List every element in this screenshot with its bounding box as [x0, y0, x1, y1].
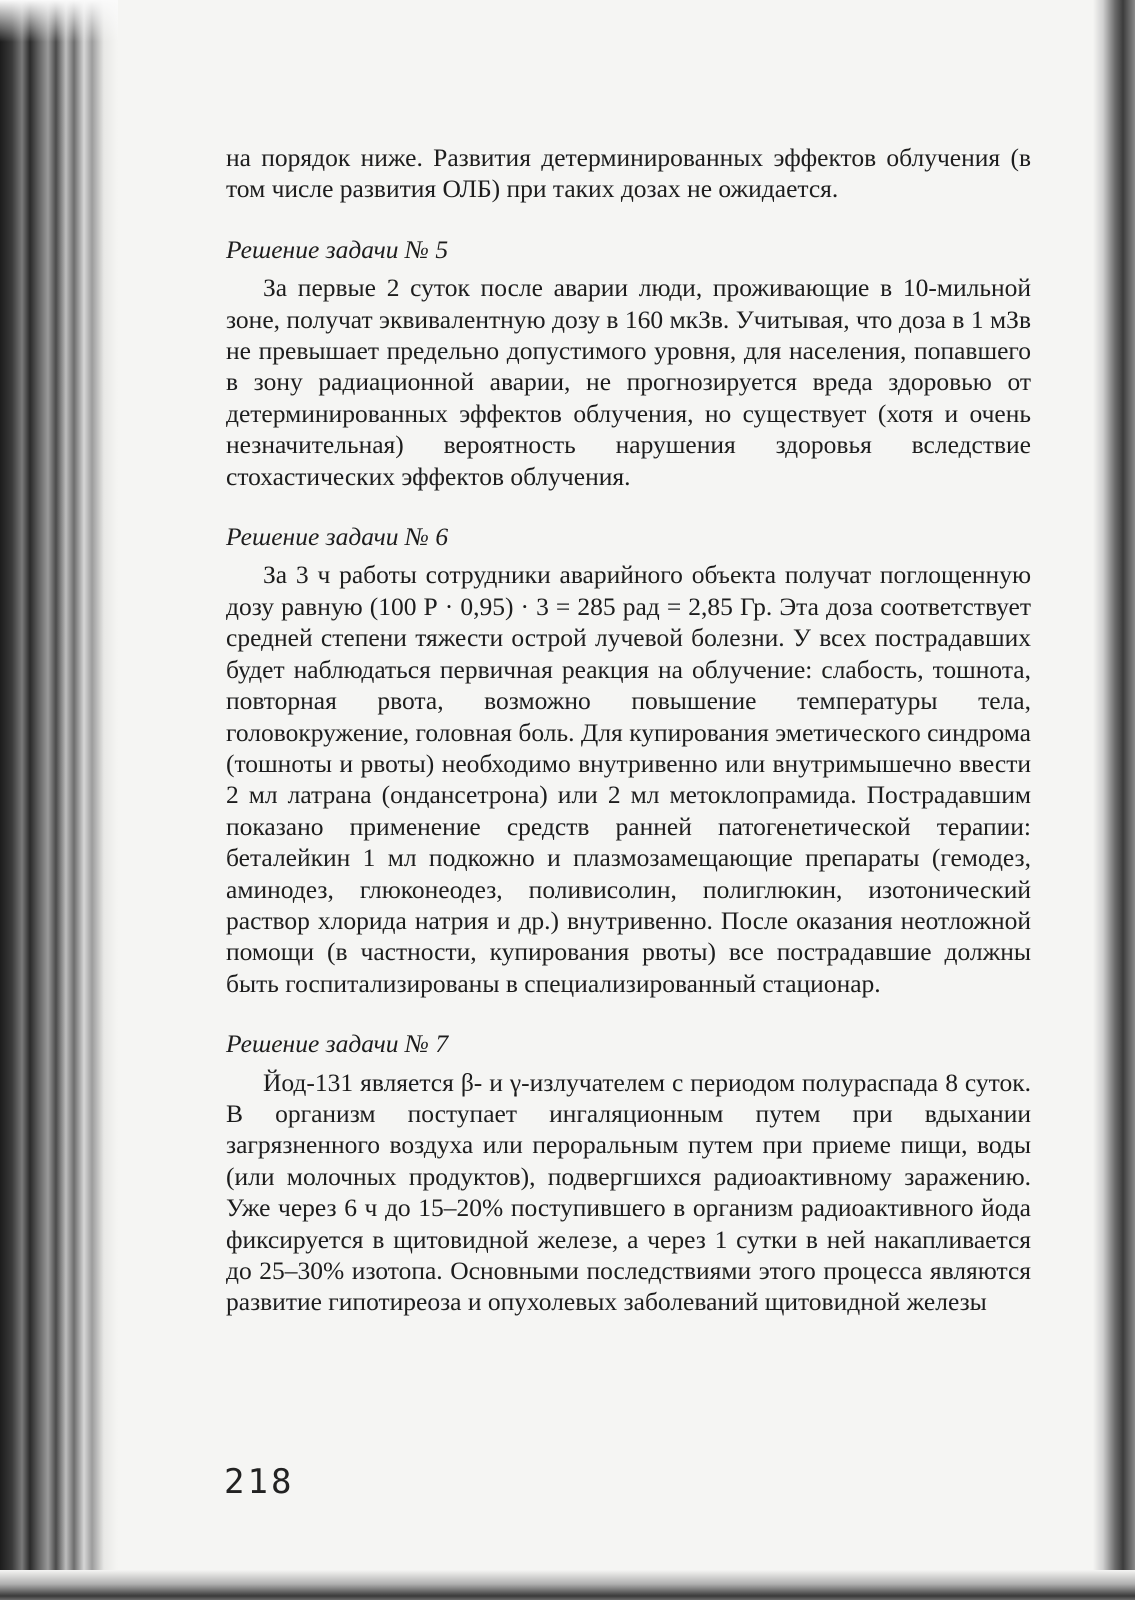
- section-text-5: За первые 2 суток после аварии люди, проживающие в 10-мильной зоне, получат эквивалентную дозу в 160 мкЗв. Учитывая, что доза в 1 мЗв не превышает предельно допустимого уровня, для населения, попавшего в зону радиационной аварии, не прогнозируется вреда здоровью от детерминированных эффектов облучения, но существует (хотя и очень незначительная) вероятность нарушения здоровья вследствие стохастических эффектов облучения.: [226, 273, 1031, 491]
- page-right-edge: [1093, 0, 1135, 1600]
- page-bottom-edge: [0, 1570, 1135, 1600]
- section-text-7: Йод-131 является β- и γ-излучателем с периодом полураспада 8 суток. В организм поступает ингаляционным путем при вдыхании загрязненного воздуха или пероральным путем при приеме пищи, воды (или молочных продуктов), подвергшихся радиоактивному заражению. Уже через 6 ч до 15–20% поступившего в организм радиоактивного йода фиксируется в щитовидной железе, а через 1 сутки в ней накапливается до 25–30% изотопа. Основными последствиями этого процесса являются развитие гипотиреоза и опухолевых заболеваний щитовидной железы: [226, 1067, 1031, 1317]
- intro-paragraph: на порядок ниже. Развития детерминированных эффектов облучения (в том числе развития ОЛБ) при таких дозах не ожидается.: [226, 143, 1031, 204]
- section-heading-5: Решение задачи № 5: [226, 234, 449, 264]
- binding-highlight: [0, 0, 118, 42]
- book-binding-shadow: [0, 0, 118, 1600]
- section-text-6: За 3 ч работы сотрудники аварийного объекта получат поглощенную дозу равную (100 Р · 0,95) · 3 = 285 рад = 2,85 Гр. Эта доза соответствует средней степени тяжести острой лучевой болезни. У всех пострадавших будет наблюдаться первичная реакция на облучение: слабость, тошнота, повторная рвота, возможно повышение температуры тела, головокружение, головная боль. Для купирования эметического синдрома (тошноты и рвоты) необходимо внутривенно или внутримышечно ввести 2 мл латрана (ондансетрона) или 2 мл метоклопрамида. Пострадавшим показано применение средств ранней патогенетической терапии: беталейкин 1 мл подкожно и плазмозамещающие препараты (гемодез, аминодез, глюконеодез, поливисолин, полиглюкин, изотонический раствор хлорида натрия и др.) внутривенно. После оказания неотложной помощи (в частности, купирования рвоты) все пострадавшие должны быть госпитализированы в специализированный стационар.: [226, 560, 1031, 998]
- section-heading-6: Решение задачи № 6: [226, 522, 449, 552]
- page-text: [226, 142, 1031, 1318]
- page-number: 218: [224, 1462, 295, 1502]
- section-heading-7: Решение задачи № 7: [226, 1029, 449, 1059]
